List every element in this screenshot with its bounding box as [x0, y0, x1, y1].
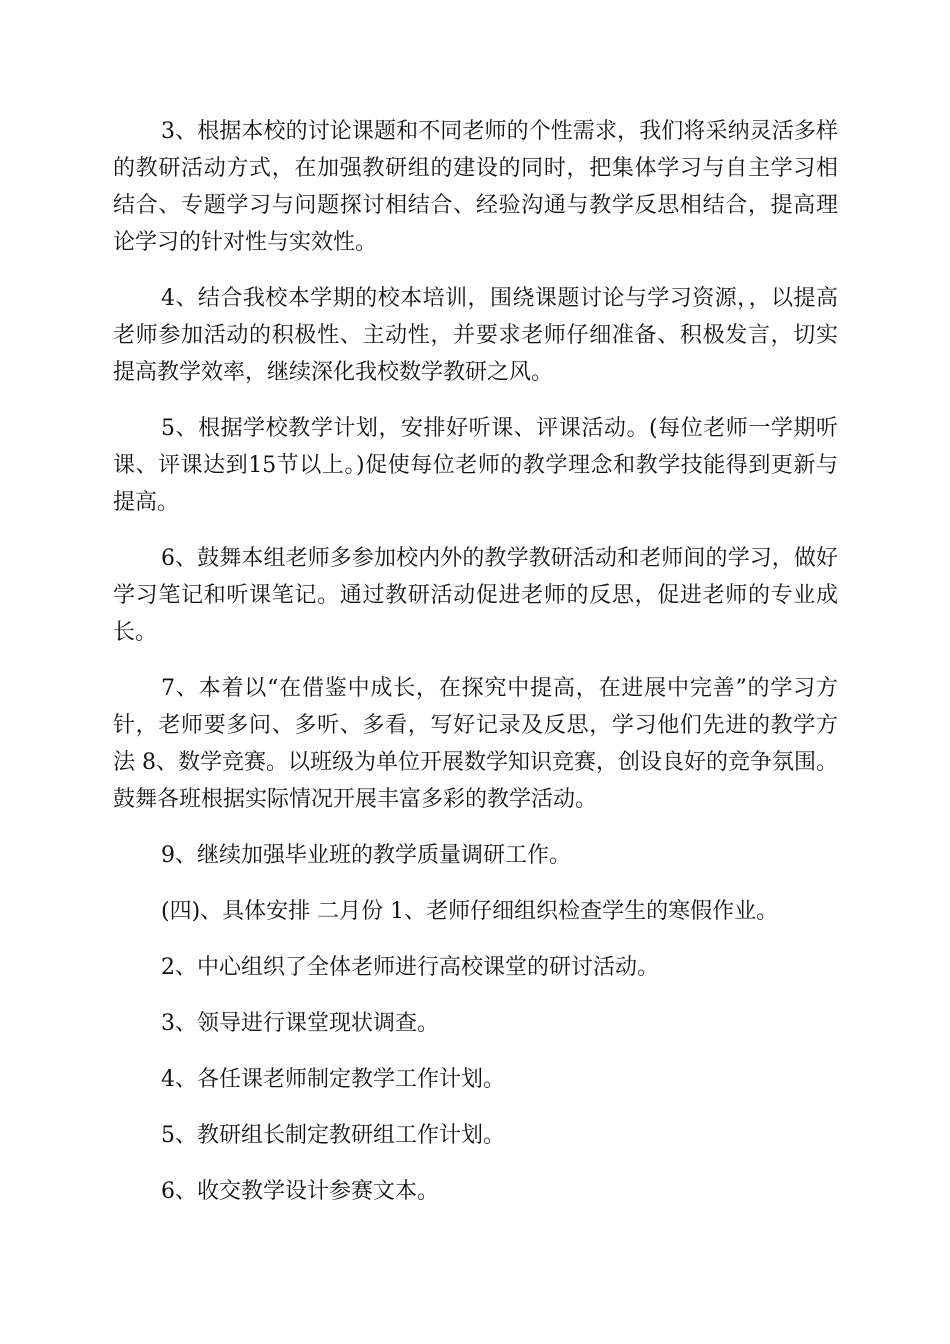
paragraph-item-9: 9、继续加强毕业班的教学质量调研工作。: [161, 843, 571, 868]
document-body: [113, 113, 838, 1229]
paragraph-item-3: 3、根据本校的讨论课题和不同老师的个性需求，我们将采纳灵活多样的教研活动方式，在加强教研组的建设的同时，把集体学习与自主学习相结合、专题学习与问题探讨相结合、经验沟通与教学反思相结合，提高理论学习的针对性与实效性。: [113, 119, 838, 255]
paragraph-item-4: 4、结合我校本学期的校本培训，围绕课题讨论与学习资源，，以提高老师参加活动的积极性、主动性，并要求老师仔细准备、积极发言，切实提高教学效率，继续深化我校数学教研之风。: [113, 286, 838, 385]
paragraph-item-5: 5、根据学校教学计划，安排好听课、评课活动。(每位老师一学期听课、评课达到15节以上。)促使每位老师的教学理念和教学技能得到更新与提高。: [113, 416, 838, 515]
paragraph-item-7-8: 7、本着以“在借鉴中成长，在探究中提高，在进展中完善”的学习方针，老师要多问、多听、多看，写好记录及反思，学习他们先进的教学方法 8、数学竞赛。以班级为单位开展数学知识竞赛，创设良好的竞争氛围。鼓舞各班根据实际情况开展丰富多彩的教学活动。: [113, 676, 838, 812]
schedule-item-2: 2、中心组织了全体老师进行高校课堂的研讨活动。: [161, 955, 659, 980]
schedule-item-4: 4、各任课老师制定教学工作计划。: [161, 1067, 505, 1092]
schedule-item-5: 5、教研组长制定教研组工作计划。: [161, 1123, 505, 1148]
section-heading-schedule: (四)、具体安排 二月份 1、老师仔细组织检查学生的寒假作业。: [161, 899, 779, 924]
paragraph-item-6: 6、鼓舞本组老师多参加校内外的教学教研活动和老师间的学习，做好学习笔记和听课笔记。通过教研活动促进老师的反思，促进老师的专业成长。: [113, 546, 838, 645]
schedule-item-6: 6、收交教学设计参赛文本。: [161, 1179, 439, 1204]
schedule-item-3: 3、领导进行课堂现状调查。: [161, 1011, 439, 1036]
